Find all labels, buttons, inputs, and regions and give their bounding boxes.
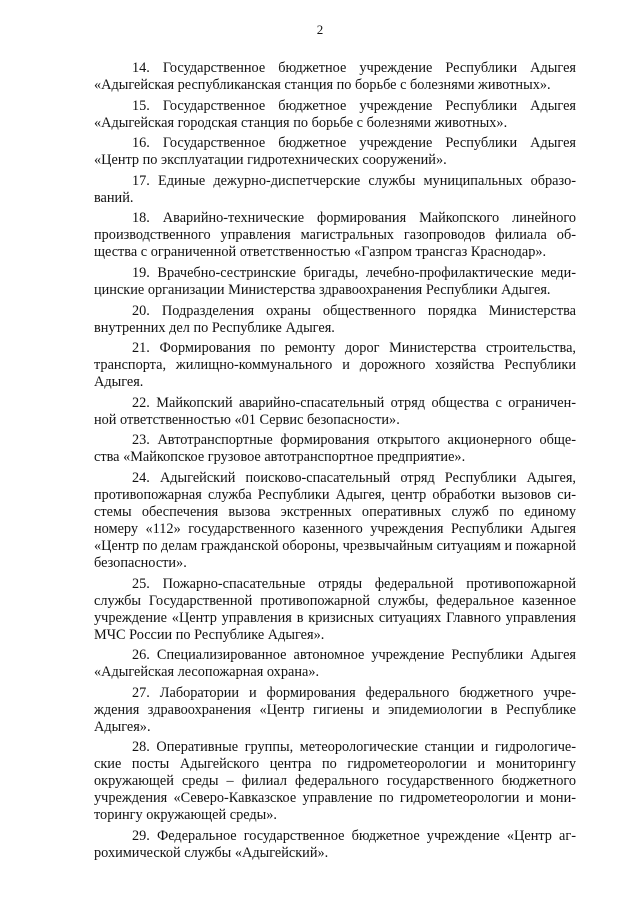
page-number: 2 xyxy=(316,22,324,37)
list-item-20: 20. Подразделения охраны общественного порядка Министерства внутренних дел по Республике Адыгея. xyxy=(94,302,576,336)
list-item-17: 17. Единые дежурно-диспетчерские службы муниципальных образований. xyxy=(94,172,576,206)
list-item-15: 15. Государственное бюджетное учреждение Республики Адыгея «Адыгейская городская станция по борьбе с болезнями животных». xyxy=(94,97,576,131)
list-item-25: 25. Пожарно-спасательные отряды федеральной противопожарной службы Государственной противопожарной службы, федеральное казенное учреждение «Центр управления в кризисных ситуациях Главного управления МЧС России по Республике Адыгея». xyxy=(94,575,576,643)
list-item-29: 29. Федеральное государственное бюджетное учреждение «Центр агрохимической службы «Адыгейский». xyxy=(94,827,576,861)
list-item-24: 24. Адыгейский поисково-спасательный отряд Республики Адыгея, противопожарная служба Республики Адыгея, центр обработки вызовов системы обеспечения вызова экстренных оперативных служб по единому номеру «112» государственного казенного учреждения Республики Адыгея «Центр по делам гражданской обороны, чрезвычайным ситуациям и пожарной безопасности». xyxy=(94,469,576,571)
document-body xyxy=(94,60,576,866)
list-item-14: 14. Государственное бюджетное учреждение Республики Адыгея «Адыгейская республиканская станция по борьбе с болезнями животных». xyxy=(94,60,576,93)
list-item-21: 21. Формирования по ремонту дорог Министерства строительства, транспорта, жилищно-коммунального и дорожного хозяйства Республики Адыгея. xyxy=(94,340,576,391)
list-item-27: 27. Лаборатории и формирования федерального бюджетного учреждения здравоохранения «Центр гигиены и эпидемиологии в Республике Адыгея». xyxy=(94,684,576,735)
list-item-18: 18. Аварийно-технические формирования Майкопского линейного производственного управления магистральных газопроводов филиала общества с ограниченной ответственностью «Газпром трансгаз Краснодар». xyxy=(94,210,576,261)
list-item-19: 19. Врачебно-сестринские бригады, лечебно-профилактические медицинские организации Министерства здравоохранения Республики Адыгея. xyxy=(94,264,576,298)
list-item-16: 16. Государственное бюджетное учреждение Республики Адыгея «Центр по эксплуатации гидротехнических сооружений». xyxy=(94,135,576,169)
list-item-22: 22. Майкопский аварийно-спасательный отряд общества с ограниченной ответственностью «01 Сервис безопасности». xyxy=(94,394,576,428)
list-item-28: 28. Оперативные группы, метеорологические станции и гидрологические посты Адыгейского центра по гидрометеорологии и мониторингу окружающей среды – филиал федерального государственного бюджетного учреждения «Северо-Кавказское управление по гидрометеорологии и мониторингу окружающей среды». xyxy=(94,739,576,824)
list-item-23: 23. Автотранспортные формирования открытого акционерного общества «Майкопское грузовое автотранспортное предприятие». xyxy=(94,432,576,466)
list-item-26: 26. Специализированное автономное учреждение Республики Адыгея «Адыгейская лесопожарная охрана». xyxy=(94,647,576,681)
